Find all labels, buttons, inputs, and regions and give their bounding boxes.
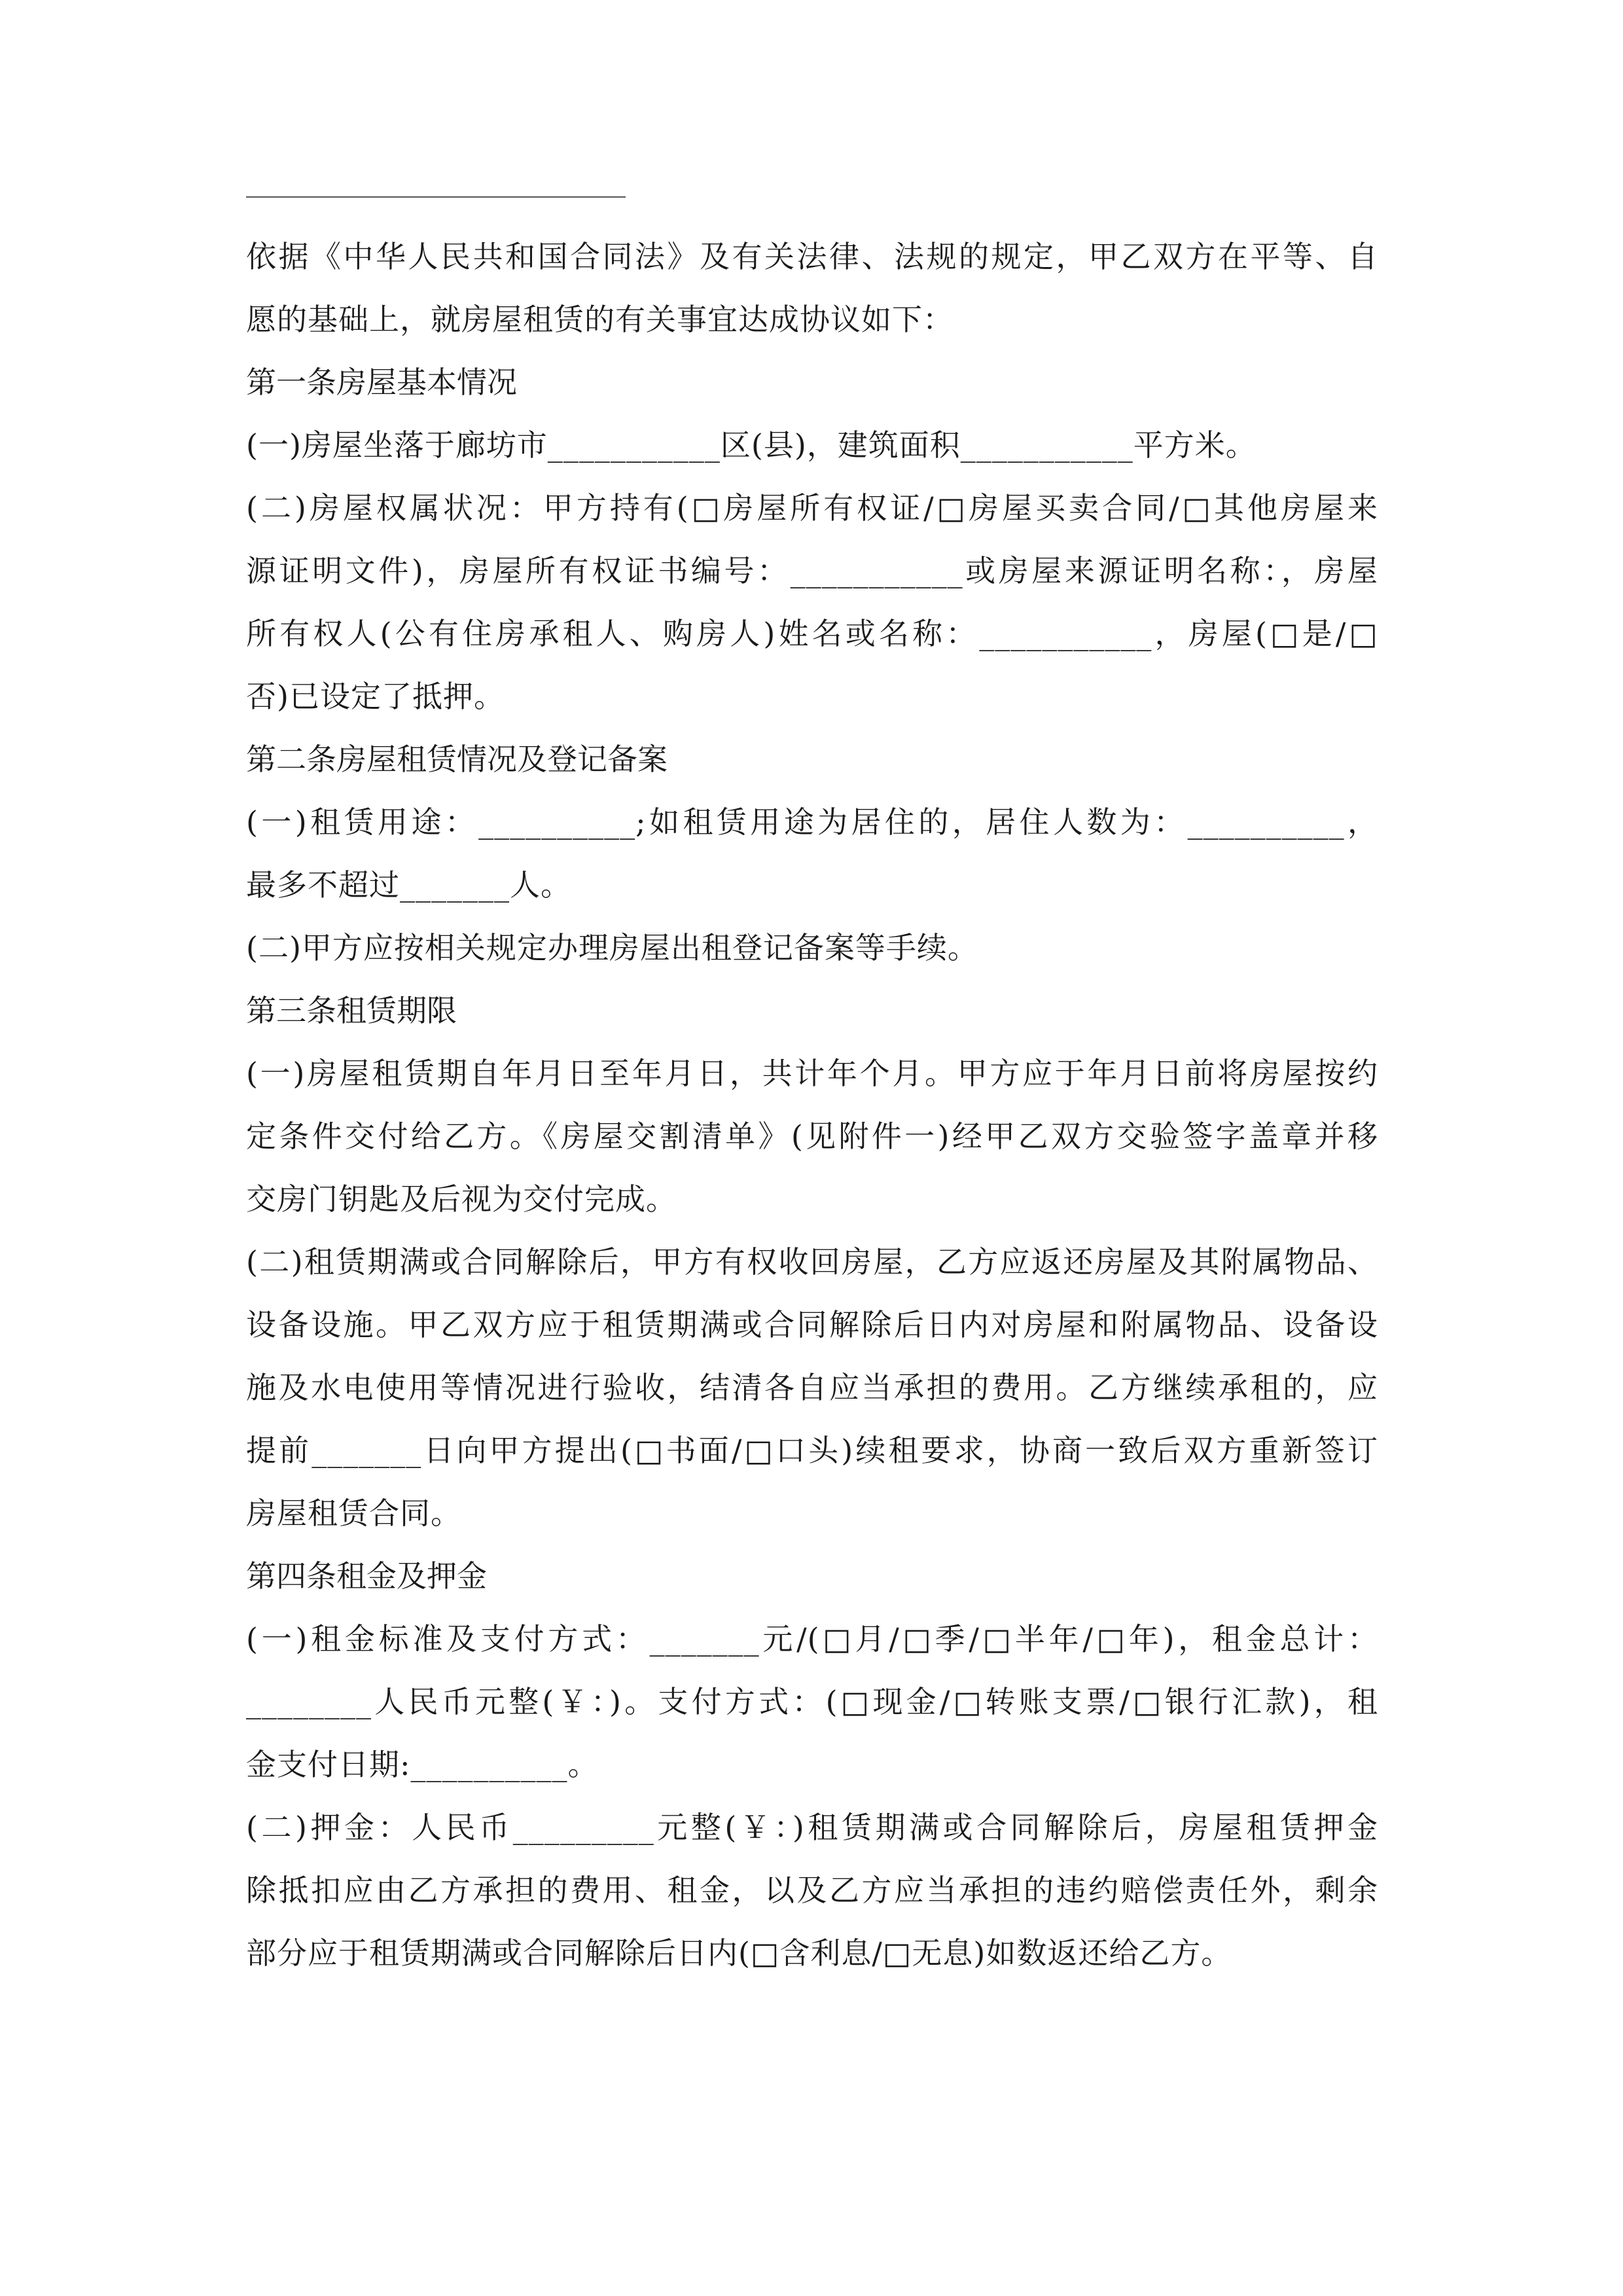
- article-4-clause-1-line-3: 金支付日期:__________。: [246, 1747, 599, 1782]
- contract-page: [246, 196, 1378, 1984]
- article-4-clause-1-line-1: (一)租金标准及支付方式：_______元/(□月/□季/□半年/□年)，租金总计：: [246, 1621, 1378, 1657]
- article-2-clause-2: (二)甲方应按相关规定办理房屋出租登记备案等手续。: [246, 930, 978, 965]
- article-4-clause-2-line-3: 部分应于租赁期满或合同解除后日内(□含利息/□无息)如数返还给乙方。: [246, 1935, 1232, 1971]
- article-4-heading: 第四条租金及押金: [246, 1558, 487, 1594]
- intro-line-2: 愿的基础上，就房屋租赁的有关事宜达成协议如下：: [246, 302, 954, 337]
- top-divider: [246, 196, 626, 198]
- article-3-clause-1-line-1: (一)房屋租赁期自年月日至年月日，共计年个月。甲方应于年月日前将房屋按约: [246, 1056, 1378, 1091]
- article-3-clause-1-line-3: 交房门钥匙及后视为交付完成。: [246, 1181, 677, 1217]
- article-4-clause-1-line-2: ________人民币元整(￥：)。支付方式：(□现金/□转账支票/□银行汇款)，租: [246, 1684, 1378, 1719]
- article-3-clause-2-line-3: 施及水电使用等情况进行验收，结清各自应当承担的费用。乙方继续承租的，应: [246, 1370, 1378, 1405]
- article-4-clause-2-line-2: 除抵扣应由乙方承担的费用、租金，以及乙方应当承担的违约赔偿责任外，剩余: [246, 1873, 1378, 1908]
- article-2-clause-1-line-2: 最多不超过_______人。: [246, 867, 571, 903]
- article-3-heading: 第三条租赁期限: [246, 993, 457, 1028]
- article-3-clause-2-line-5: 房屋租赁合同。: [246, 1496, 461, 1531]
- article-1-clause-2-line-3: 所有权人(公有住房承租人、购房人)姓名或名称：___________，房屋(□是/□: [246, 616, 1378, 651]
- article-3-clause-2-line-2: 设备设施。甲乙双方应于租赁期满或合同解除后日内对房屋和附属物品、设备设: [246, 1307, 1378, 1342]
- article-4-clause-2-line-1: (二)押金：人民币_________元整(￥：)租赁期满或合同解除后，房屋租赁押金: [246, 1810, 1378, 1845]
- article-1-clause-1: (一)房屋坐落于廊坊市___________区(县)，建筑面积___________平方米。: [246, 427, 1257, 463]
- article-1-heading: 第一条房屋基本情况: [246, 365, 517, 400]
- article-3-clause-2-line-4: 提前_______日向甲方提出(□书面/□口头)续租要求，协商一致后双方重新签订: [246, 1433, 1378, 1468]
- article-2-clause-1-line-1: (一)租赁用途：__________;如租赁用途为居住的，居住人数为：__________，: [246, 804, 1378, 840]
- article-2-heading: 第二条房屋租赁情况及登记备案: [246, 742, 668, 777]
- article-3-clause-1-line-2: 定条件交付给乙方。《房屋交割清单》(见附件一)经甲乙双方交验签字盖章并移: [246, 1119, 1378, 1154]
- article-1-clause-2-line-4: 否)已设定了抵押。: [246, 679, 505, 714]
- article-3-clause-2-line-1: (二)租赁期满或合同解除后，甲方有权收回房屋，乙方应返还房屋及其附属物品、: [246, 1244, 1378, 1280]
- article-1-clause-2-line-1: (二)房屋权属状况：甲方持有(□房屋所有权证/□房屋买卖合同/□其他房屋来: [246, 490, 1378, 526]
- intro-line-1: 依据《中华人民共和国合同法》及有关法律、法规的规定，甲乙双方在平等、自: [246, 239, 1378, 274]
- article-1-clause-2-line-2: 源证明文件)，房屋所有权证书编号：___________或房屋来源证明名称：，房屋: [246, 553, 1378, 588]
